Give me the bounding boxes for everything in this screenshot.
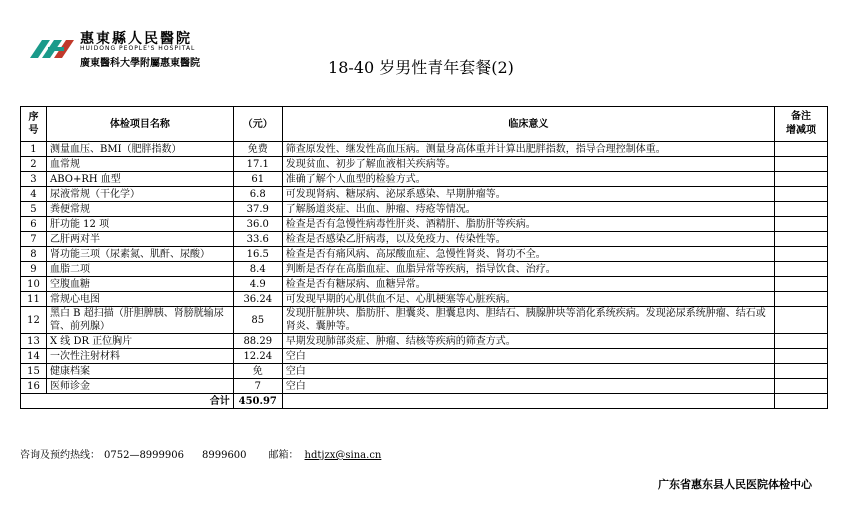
header-price: （元）	[233, 107, 282, 142]
row-meaning: 了解肠道炎症、出血、肿瘤、痔疮等情况。	[282, 202, 774, 217]
hotline-label: 咨询及预约热线：	[20, 450, 100, 461]
row-remark	[775, 232, 828, 247]
row-price: 6.8	[233, 187, 282, 202]
row-item: X 线 DR 正位胸片	[46, 334, 233, 349]
row-price: 85	[233, 307, 282, 334]
row-item: 常规心电图	[46, 292, 233, 307]
row-item: 肝功能 12 项	[46, 217, 233, 232]
row-price: 8.4	[233, 262, 282, 277]
checkup-table	[20, 106, 828, 409]
total-row	[21, 394, 828, 409]
table-row	[21, 277, 828, 292]
row-price: 12.24	[233, 349, 282, 364]
table-row	[21, 247, 828, 262]
row-remark	[775, 187, 828, 202]
total-meaning-empty	[282, 394, 774, 409]
table-row	[21, 142, 828, 157]
table-row	[21, 349, 828, 364]
table-header-row	[21, 107, 828, 142]
row-no: 15	[21, 364, 47, 379]
header-item: 体检项目名称	[46, 107, 233, 142]
row-item: 肾功能三项（尿素氮、肌酐、尿酸）	[46, 247, 233, 262]
row-meaning: 空白	[282, 364, 774, 379]
row-meaning: 检查是否有糖尿病、血糖异常。	[282, 277, 774, 292]
row-no: 10	[21, 277, 47, 292]
table-row	[21, 172, 828, 187]
page-title: 18-40 岁男性青年套餐(2)	[328, 58, 514, 77]
row-no: 3	[21, 172, 47, 187]
table-row	[21, 292, 828, 307]
row-price: 16.5	[233, 247, 282, 262]
row-item: 测量血压、BMI（肥胖指数）	[46, 142, 233, 157]
row-no: 14	[21, 349, 47, 364]
row-price: 33.6	[233, 232, 282, 247]
row-item: ABO+RH 血型	[46, 172, 233, 187]
row-meaning: 筛查原发性、继发性高血压病。测量身高体重并计算出肥胖指数，指导合理控制体重。	[282, 142, 774, 157]
row-no: 6	[21, 217, 47, 232]
row-price: 61	[233, 172, 282, 187]
table-row	[21, 232, 828, 247]
table-row	[21, 157, 828, 172]
row-meaning: 判断是否存在高脂血症、血脂异常等疾病，指导饮食、治疗。	[282, 262, 774, 277]
row-price: 37.9	[233, 202, 282, 217]
logo-name-cn: 惠東縣人民醫院	[80, 31, 192, 47]
row-meaning: 可发现肾病、糖尿病、泌尿系感染、早期肿瘤等。	[282, 187, 774, 202]
row-meaning: 检查是否有急慢性病毒性肝炎、酒精肝、脂肪肝等疾病。	[282, 217, 774, 232]
row-no: 11	[21, 292, 47, 307]
row-item: 尿液常规（干化学）	[46, 187, 233, 202]
table-row	[21, 217, 828, 232]
row-remark	[775, 262, 828, 277]
table-row	[21, 334, 828, 349]
row-no: 1	[21, 142, 47, 157]
row-item: 一次性注射材料	[46, 349, 233, 364]
row-no: 9	[21, 262, 47, 277]
table-row	[21, 307, 828, 334]
table-row	[21, 187, 828, 202]
row-price: 36.0	[233, 217, 282, 232]
row-remark	[775, 349, 828, 364]
contact-info	[20, 446, 399, 461]
row-no: 7	[21, 232, 47, 247]
row-remark	[775, 202, 828, 217]
email-link[interactable]: hdtjzx@sina.cn	[304, 450, 382, 461]
table-row	[21, 364, 828, 379]
row-price: 7	[233, 379, 282, 394]
row-no: 16	[21, 379, 47, 394]
row-no: 13	[21, 334, 47, 349]
row-price: 4.9	[233, 277, 282, 292]
row-remark	[775, 142, 828, 157]
row-meaning: 可发现早期的心肌供血不足、心肌梗塞等心脏疾病。	[282, 292, 774, 307]
row-no: 5	[21, 202, 47, 217]
header-no: 序号	[21, 107, 47, 142]
row-item: 黑白 B 超扫描（肝胆脾胰、肾膀胱输尿管、前列腺）	[46, 307, 233, 334]
total-remark-empty	[775, 394, 828, 409]
row-meaning: 空白	[282, 379, 774, 394]
row-item: 空腹血糖	[46, 277, 233, 292]
row-meaning: 检查是否感染乙肝病毒，以及免疫力、传染性等。	[282, 232, 774, 247]
row-price: 36.24	[233, 292, 282, 307]
row-remark	[775, 277, 828, 292]
phone-secondary: 8999600	[202, 450, 247, 461]
row-item: 血常规	[46, 157, 233, 172]
row-remark	[775, 307, 828, 334]
row-item: 血脂二项	[46, 262, 233, 277]
header-remark: 备注 增减项	[775, 107, 828, 142]
row-remark	[775, 334, 828, 349]
row-price: 88.29	[233, 334, 282, 349]
row-item: 健康档案	[46, 364, 233, 379]
logo-affiliation: 廣東醫科大學附屬惠東醫院	[80, 58, 200, 69]
row-remark	[775, 157, 828, 172]
logo-name-en: HUIDONG PEOPLE'S HOSPITAL	[80, 45, 196, 52]
phone-primary: 0752—8999906	[104, 450, 184, 461]
organization-name: 广东省惠东县人民医院体检中心	[658, 478, 812, 491]
row-no: 8	[21, 247, 47, 262]
table-row	[21, 379, 828, 394]
row-meaning: 发现贫血、初步了解血液相关疾病等。	[282, 157, 774, 172]
row-meaning: 发现肝脏肿块、脂肪肝、胆囊炎、胆囊息肉、胆结石、胰腺肿块等消化系统疾病。发现泌尿系统肿瘤、结石或肾炎、囊肿等。	[282, 307, 774, 334]
table-row	[21, 202, 828, 217]
row-meaning: 检查是否有痛风病、高尿酸血症、急慢性肾炎、肾功不全。	[282, 247, 774, 262]
total-value: 450.97	[233, 394, 282, 409]
row-item: 粪便常规	[46, 202, 233, 217]
total-label: 合计	[21, 394, 234, 409]
row-meaning: 空白	[282, 349, 774, 364]
row-price: 免	[233, 364, 282, 379]
row-remark	[775, 379, 828, 394]
email-label: 邮箱：	[268, 450, 299, 461]
row-item: 医师诊金	[46, 379, 233, 394]
row-meaning: 准确了解个人血型的检验方式。	[282, 172, 774, 187]
row-remark	[775, 217, 828, 232]
row-no: 4	[21, 187, 47, 202]
row-no: 2	[21, 157, 47, 172]
row-remark	[775, 292, 828, 307]
row-remark	[775, 364, 828, 379]
table-row	[21, 262, 828, 277]
row-meaning: 早期发现肺部炎症、肿瘤、结核等疾病的筛查方式。	[282, 334, 774, 349]
row-no: 12	[21, 307, 47, 334]
row-item: 乙肝两对半	[46, 232, 233, 247]
row-remark	[775, 247, 828, 262]
row-price: 17.1	[233, 157, 282, 172]
row-remark	[775, 172, 828, 187]
row-price: 免费	[233, 142, 282, 157]
header-meaning: 临床意义	[282, 107, 774, 142]
